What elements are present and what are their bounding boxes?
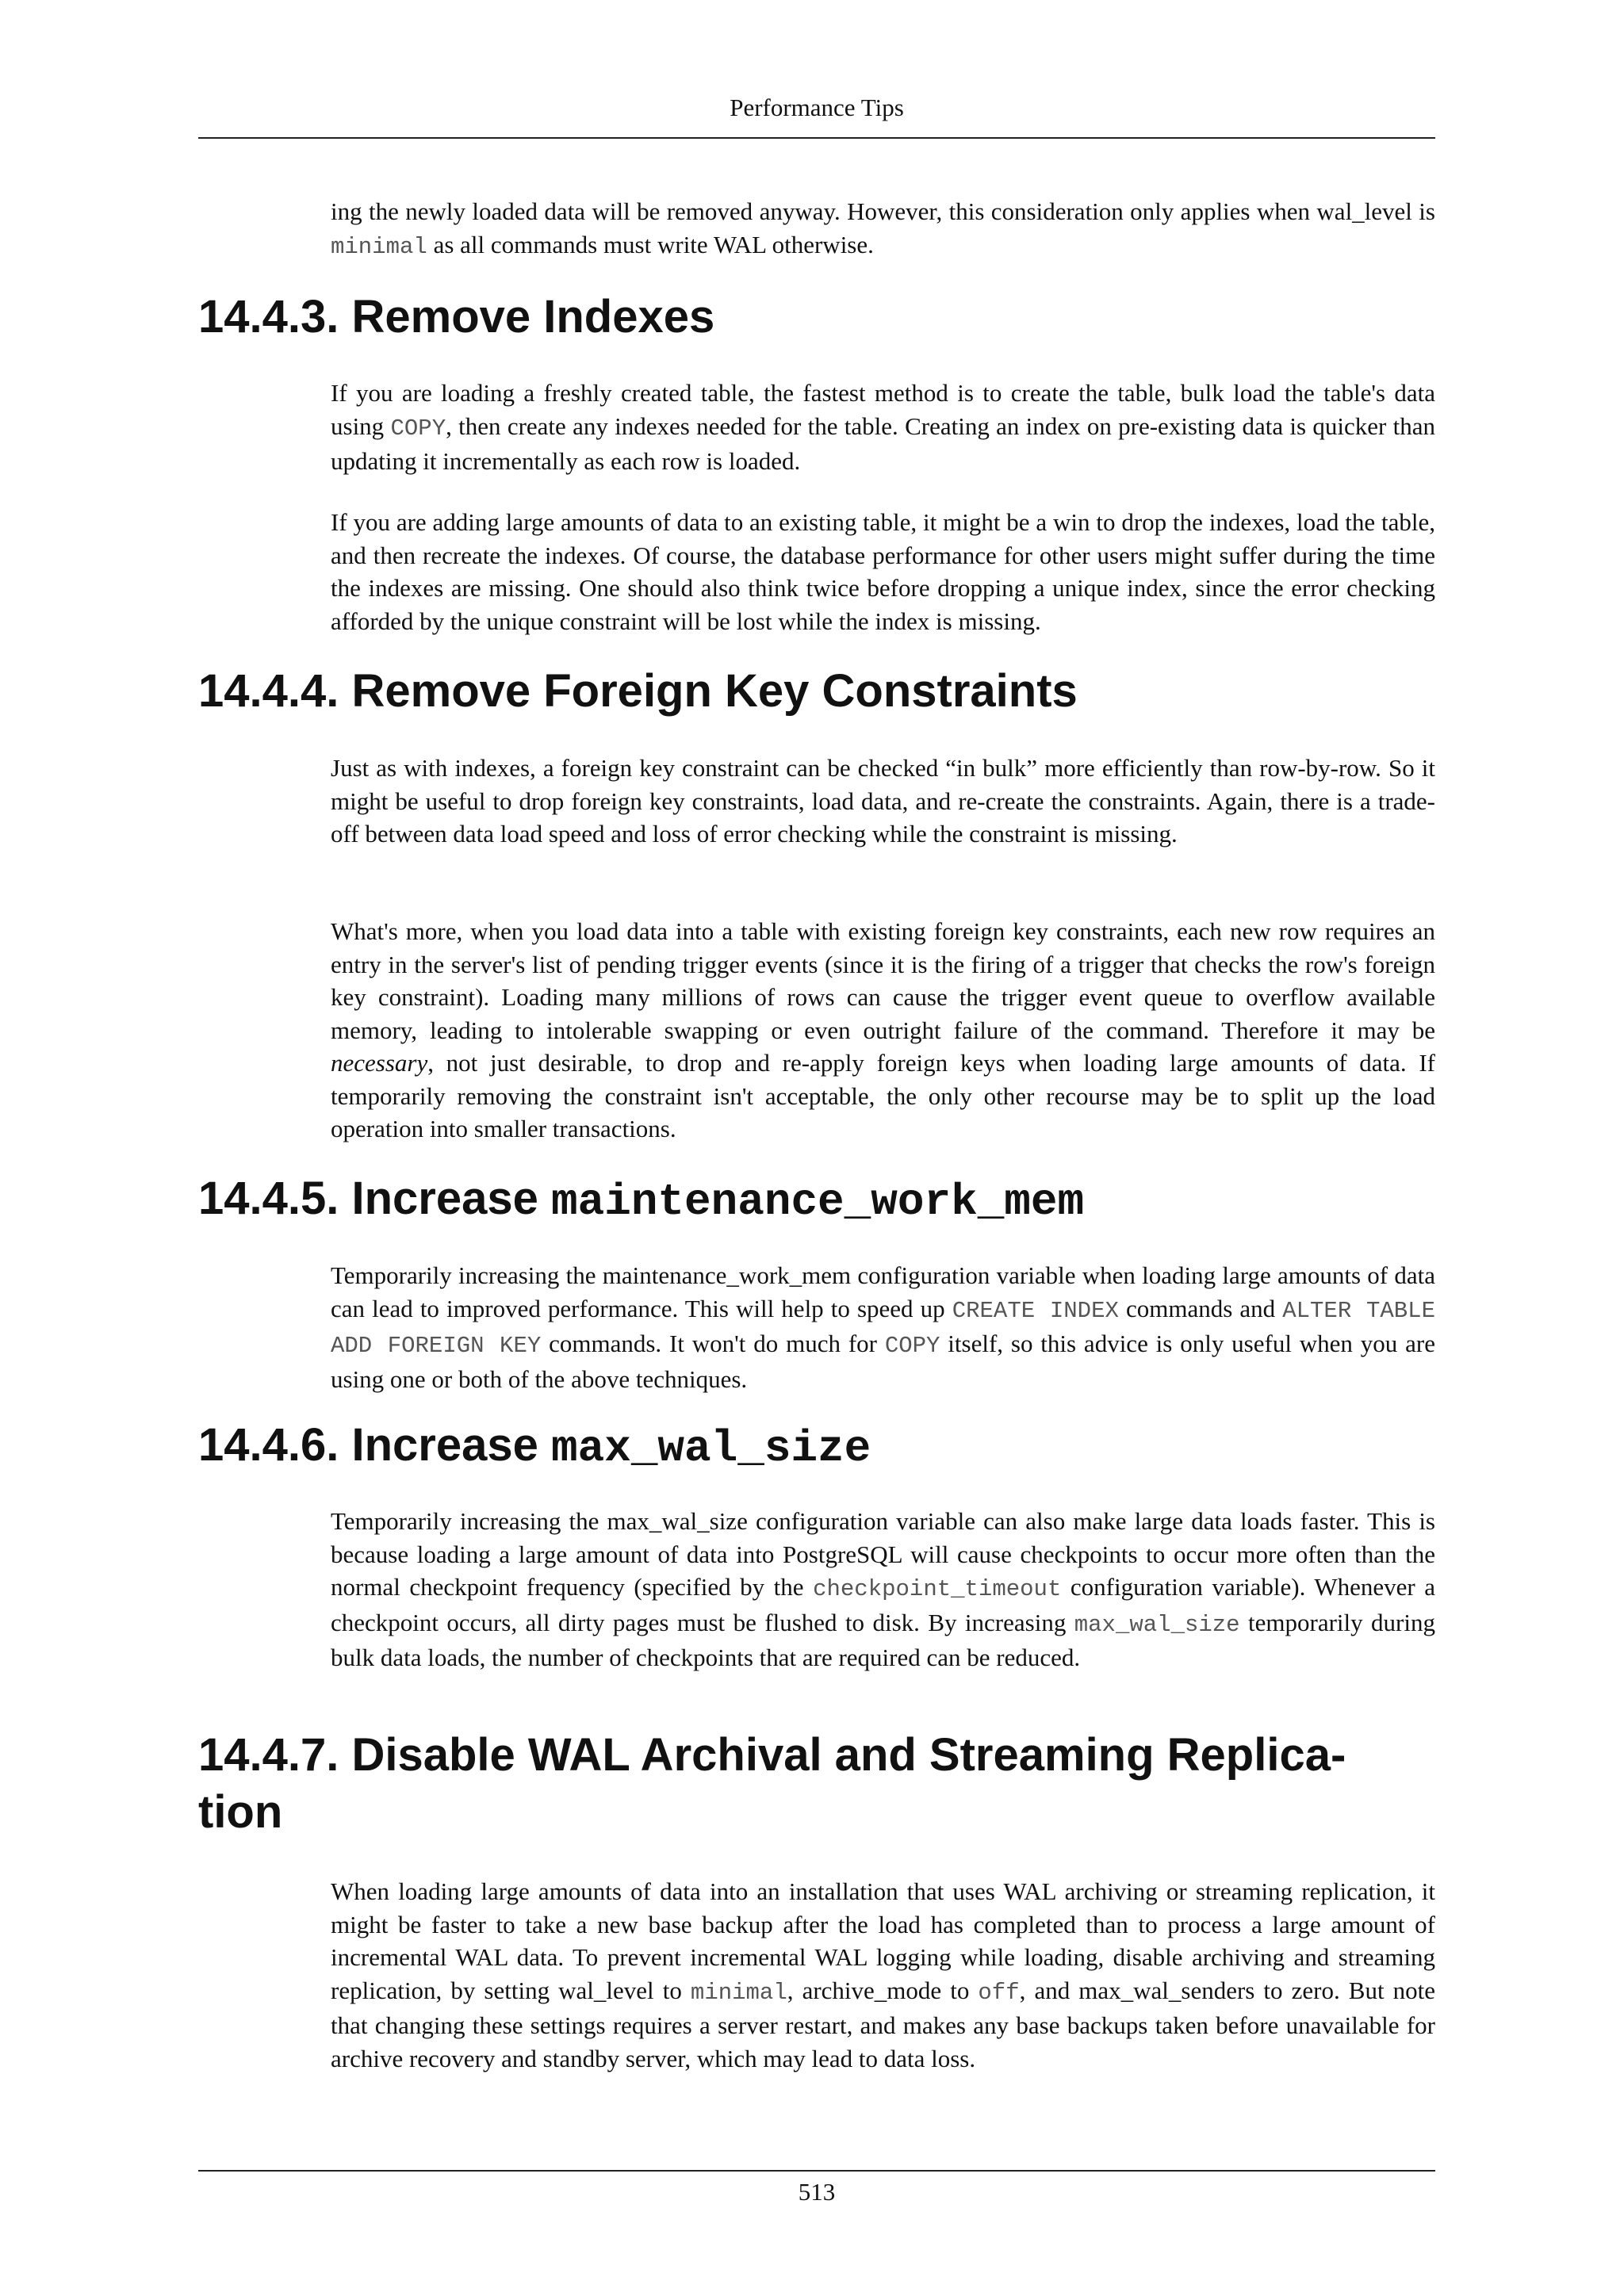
page-number: 513 bbox=[798, 2178, 836, 2206]
running-header: Performance Tips bbox=[730, 94, 904, 121]
section-14-4-4-heading: 14.4.4. Remove Foreign Key Constraints bbox=[198, 665, 1078, 717]
section-14-4-7-paragraph-1: When loading large amounts of data into an installation that uses WAL archiving or streaming replication, it might be faster to take a new base backup after the load has completed than to process a large amount of incremental WAL data. To prevent incremental WAL logging while loading, disable archiving and streaming replication, by setting wal_level to minimal, archive_mode to off, and max_wal_senders to zero. But note that changing these settings requires a server restart, and makes any base backups taken before unavailable for archive recovery and standby server, which may lead to data loss. bbox=[331, 1877, 1435, 2072]
code-minimal: minimal bbox=[331, 233, 427, 260]
code-copy: COPY bbox=[390, 415, 446, 442]
section-14-4-7-heading: 14.4.7. Disable WAL Archival and Streaming Replica- tion bbox=[198, 1729, 1346, 1838]
section-14-4-4-paragraph-1: Just as with indexes, a foreign key constraint can be checked “in bulk” more efficiently than row-by-row. So it might be useful to drop foreign key constraints, load data, and re-create the constraints. Again, there is a trade-off between data load speed and loss of error checking while the constraint is missing. bbox=[331, 754, 1435, 848]
code-off: off bbox=[978, 1979, 1020, 2006]
section-14-4-3-heading: 14.4.3. Remove Indexes bbox=[198, 291, 715, 342]
code-copy-2: COPY bbox=[884, 1333, 940, 1359]
code-checkpoint-timeout: checkpoint_timeout bbox=[813, 1576, 1062, 1602]
section-14-4-4-paragraph-2: What's more, when you load data into a table with existing foreign key constraints, each new row requires an entry in the server's list of pending trigger events (since it is the firing of a trigger that checks the row's foreign key constraint). Loading many millions of rows can cause the trigger event queue to overflow available memory, leading to intolerable swapping or even outright failure of the command. Therefore it may be necessary, not just desirable, to drop and re-apply foreign keys when loading large amounts of data. If temporarily removing the constraint isn't acceptable, the only other recourse may be to split up the load operation into smaller transactions. bbox=[331, 917, 1435, 1142]
code-max-wal-size: max_wal_size bbox=[1074, 1611, 1240, 1638]
intro-paragraph: ing the newly loaded data will be removed anyway. However, this consideration only applies when wal_level is minimal as all commands must write WAL otherwise. bbox=[331, 197, 1435, 260]
code-alter-table: ALTER TABLE ADD FOREIGN KEY bbox=[331, 1297, 1435, 1359]
section-14-4-3-paragraph-1: If you are loading a freshly created table, the fastest method is to create the table, bulk load the table's data using COPY, then create any indexes needed for the table. Creating an index on pre-existing data is quicker than updating it incrementally as each row is loaded. bbox=[331, 379, 1436, 475]
heading-code-maintenance-work-mem: maintenance_work_mem bbox=[551, 1177, 1085, 1227]
footer-rule bbox=[198, 2170, 1435, 2172]
section-14-4-6-paragraph-1: Temporarily increasing the max_wal_size configuration variable can also make large data loads faster. This is because loading a large amount of data into PostgreSQL will cause checkpoints to occur more often than the normal checkpoint frequency (specified by the checkpoint_timeout configuration variable). Whenever a checkpoint occurs, all dirty pages must be flushed to disk. By increasing max_wal_size temporarily during bulk data loads, the number of checkpoints that are required can be reduced. bbox=[331, 1507, 1435, 1671]
section-14-4-3-paragraph-2: If you are adding large amounts of data to an existing table, it might be a win to drop the indexes, load the table, and then recreate the indexes. Of course, the database performance for other users might suffer during the time the indexes are missing. One should also think twice before dropping a unique index, since the error checking afforded by the unique constraint will be lost while the index is missing. bbox=[331, 508, 1435, 635]
header-rule bbox=[198, 137, 1435, 139]
section-14-4-6-heading: 14.4.6. Increase max_wal_size bbox=[198, 1419, 871, 1474]
section-14-4-5-heading: 14.4.5. Increase maintenance_work_mem bbox=[198, 1173, 1085, 1227]
code-create-index: CREATE INDEX bbox=[952, 1297, 1119, 1324]
code-minimal-2: minimal bbox=[690, 1979, 787, 2006]
emphasis-necessary: necessary bbox=[331, 1049, 428, 1077]
heading-code-max-wal-size: max_wal_size bbox=[551, 1423, 871, 1474]
section-14-4-5-paragraph-1: Temporarily increasing the maintenance_work_mem configuration variable when loading large amounts of data can lead to improved performance. This will help to speed up CREATE INDEX commands and ALTER TABLE ADD FOREIGN KEY commands. It won't do much for COPY itself, so this advice is only useful when you are using one or both of the above techniques. bbox=[331, 1261, 1435, 1393]
